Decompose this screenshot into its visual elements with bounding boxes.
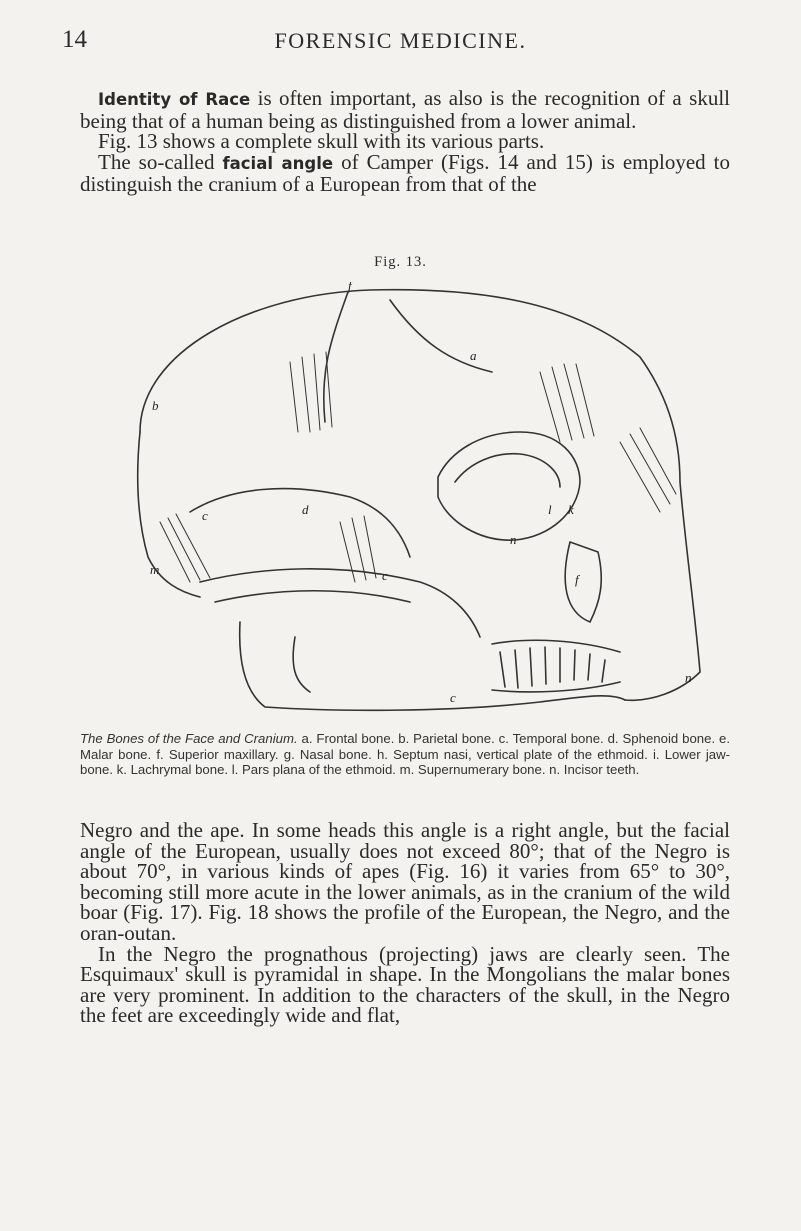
- label-f2: f: [575, 572, 579, 587]
- paragraph-text: The so-called: [98, 149, 223, 174]
- label-d: d: [302, 502, 309, 517]
- skull-figure: [120, 282, 710, 712]
- term-facial-angle: facial angle: [222, 153, 334, 173]
- label-f: f: [348, 282, 352, 293]
- label-e: c: [382, 568, 388, 583]
- label-c: c: [202, 508, 208, 523]
- paragraph-prognathous: In the Negro the prognathous (projecting) jaws are clearly seen. The Esquimaux' skull is pyramidal in shape. In the Mongolians the malar bones are very prominent. In addition to the characters of the skull, in the Negro the feet are exceedingly wide and flat,: [80, 941, 730, 1028]
- paragraph-text: is often important, as also is the recognition of a skull being that of a human being as distinguished from a lower animal.: [80, 86, 730, 133]
- intro-text: [80, 88, 730, 195]
- label-b: b: [152, 398, 159, 413]
- page-number: 14: [62, 26, 87, 53]
- figure-label: Fig. 13.: [374, 254, 427, 270]
- caption-title: The Bones of the Face and Cranium.: [80, 731, 298, 746]
- skull-illustration: [120, 282, 710, 712]
- paragraph-text: of Camper (Figs. 14 and 15) is employed to distinguish the cranium of a European from that of the: [80, 149, 730, 197]
- continuation-text: [80, 820, 730, 1026]
- label-l: l: [548, 502, 552, 517]
- label-m: m: [150, 562, 160, 577]
- label-a: a: [470, 348, 477, 363]
- label-c2: c: [450, 690, 456, 705]
- paragraph-negro-ape: Negro and the ape. In some heads this angle is a right angle, but the facial angle of the European, usually does not exceed 80°; that of the Negro is about 70°, in various kinds of apes (Fig. 16) it varies from 65° to 30°, becoming still more acute in the lower animals, as in the cranium of the wild boar (Fig. 17). Fig. 18 shows the profile of the European, the Negro, and the oran-outan.: [80, 818, 730, 945]
- label-n: n: [510, 532, 517, 547]
- label-k: k: [568, 502, 574, 517]
- run-in-heading: Identity of Race: [98, 90, 251, 109]
- paragraph-facial-angle: [80, 149, 730, 197]
- running-head: FORENSIC MEDICINE.: [274, 28, 527, 53]
- label-n2: n: [685, 670, 692, 685]
- paragraph-fig13: Fig. 13 shows a complete skull with its various parts.: [98, 129, 545, 154]
- paragraph-identity-of-race: [80, 88, 730, 131]
- caption-text: a. Frontal bone. b. Parietal bone. c. Temporal bone. d. Sphenoid bone. e. Malar bone. f. Superior maxillary. g. Nasal bone. h. Septum nasi, vertical plate of the ethmoid. i. Lower jaw-bone. k. Lachrymal bone. l. Pars plana of the ethmoid. m. Supernumerary bone. n. Incisor teeth.: [80, 731, 731, 778]
- figure-caption: [80, 731, 730, 778]
